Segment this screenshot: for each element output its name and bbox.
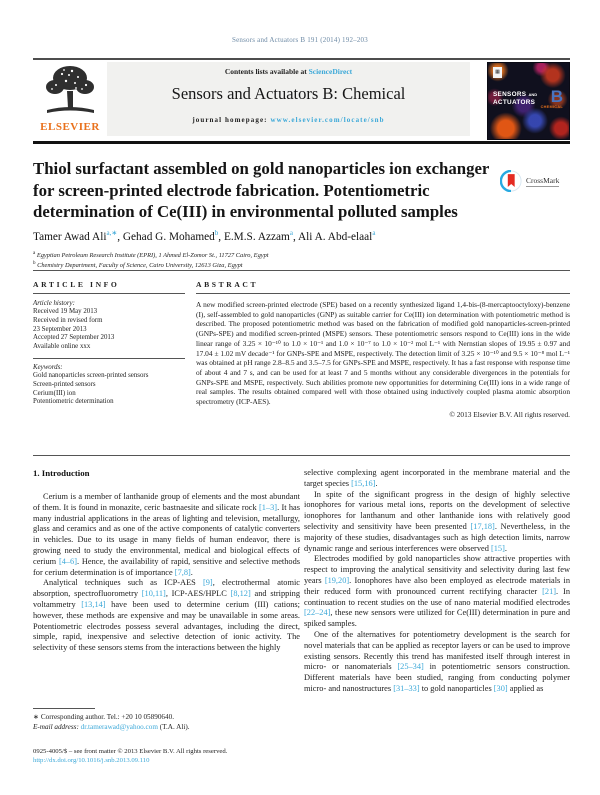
keywords-label: Keywords: bbox=[33, 363, 63, 371]
text-run: . Ionophores have also been employed as electrode materials in their reduced form with pronounced current rectifying character bbox=[304, 575, 570, 596]
citation-link[interactable]: [7,8] bbox=[174, 567, 191, 577]
paragraph bbox=[33, 492, 300, 578]
text-run: . It has many industrial applications in the areas of lighting and television, metallurgy, glass and ceramics and as one of the active components of catalytic converters in vehicles. Due to its usage in many fields of human endeavor, there is growing need to study the environmental, medical and biological effects of cerium bbox=[33, 502, 300, 566]
citation-link[interactable]: [1–3] bbox=[259, 502, 278, 512]
author-name: E.M.S. Azzam bbox=[223, 230, 290, 243]
list-line: Received in revised form bbox=[33, 316, 103, 324]
text-run: to gold nanoparticles bbox=[419, 683, 494, 693]
text-run: , these new sensors were utilized for Ce(III) determination in pure and spiked samples. bbox=[304, 608, 570, 629]
author-affiliation-sup: a bbox=[372, 229, 376, 237]
abstract-rule bbox=[196, 293, 570, 294]
affiliation-line: $^b$ Chemistry Department, Faculty of Science, Cairo University, 12613 Giza, Egypt bbox=[33, 261, 243, 270]
contents-line bbox=[107, 67, 470, 76]
footnote-lines bbox=[33, 713, 300, 732]
citation-link[interactable]: [15] bbox=[490, 543, 505, 553]
text-run: . bbox=[504, 543, 507, 553]
citation-link[interactable]: [25–34] bbox=[397, 662, 424, 672]
author-affiliation-sup: a bbox=[289, 229, 293, 237]
cover-line2: ACTUATORS bbox=[493, 98, 536, 106]
text-run: applied as bbox=[507, 683, 544, 693]
cover-and: AND bbox=[528, 92, 538, 97]
abstract-text: A new modified screen-printed electrode (SPE) based on a recently synthesized ligand 1,4-bis-(8-mercaptooctyloxy)-benzene (I), self-assembled to gold nanoparticles (GNP) as suitable carrier for Ce(III) ion determination with potentiometric method is described. The proposed potentiometric method was based on the fabrication of modified gold nanoparticles-screen-printed (GNPs-SPE) and modified screen-printed (MSPE) sensors. These potentiometric sensors respond to Ce(III) ions in the wide linear range of 3.25 × 10⁻¹⁰ to 1.0 × 10⁻¹ and 1.0 × 10⁻⁷ to 1.0 × 10⁻² mol L⁻¹ with Nernstian slopes of 19.95 ± 0.97 and 17.04 ± 1.02 mV decade⁻¹ for GNPs-SPE and MSPE, respectively. The detection limit of 3.25 × 10⁻¹⁰ and 9.5 × 10⁻⁸ mol L⁻¹ was obtained at pH range 2.8–8.5 and 3.5–7.5 for GNPs-SPE and MSPE, respectively. It has a fast response with response time of about 4 and 7 s, and can be used for at least 7 and 5 months without any considerable divergences in the potentials for GNPs-SPE and MSPE, respectively. Such abilities promote new opportunities for determining Ce(III) ions in a wide range of real samples. The results obtained compared well with those obtained using inductively coupled plasma atomic absorption spectrometry (ICP-AES). bbox=[196, 300, 570, 407]
citation-link[interactable]: [9] bbox=[202, 578, 213, 588]
list-line: Screen-printed sensors bbox=[33, 380, 96, 388]
list-line: Potentiometric determination bbox=[33, 398, 114, 406]
citation-link[interactable]: dr.tamerawad@yahoo.com bbox=[80, 722, 158, 731]
crossmark-badge[interactable] bbox=[500, 170, 570, 192]
article-info-column bbox=[33, 280, 185, 407]
text-run: selective complexing agent incorporated in the membrane material and the target species bbox=[304, 468, 570, 488]
footnote-rule bbox=[33, 708, 95, 709]
journal-reference: Sensors and Actuators B 191 (2014) 192–203 bbox=[232, 36, 368, 44]
citation-link[interactable]: [17,18] bbox=[470, 521, 495, 531]
list-line: Available online xxx bbox=[33, 343, 91, 351]
cover-title bbox=[493, 91, 537, 106]
contents-text: Contents lists available at bbox=[224, 67, 307, 76]
article-history-list bbox=[33, 308, 185, 352]
elsevier-logo[interactable] bbox=[33, 62, 107, 140]
affiliations bbox=[33, 250, 553, 271]
affiliation-line: $^a$ Egyptian Petroleum Research Institute (EPRI), 1 Ahmed El-Zomor St., 11727 Cairo, Egypt bbox=[33, 251, 269, 260]
paragraph bbox=[33, 713, 300, 723]
journal-cover-thumbnail[interactable] bbox=[487, 62, 570, 140]
affiliation-sup: b bbox=[33, 261, 36, 267]
abstract-column bbox=[196, 280, 570, 419]
author-name: Tamer Awad Ali bbox=[33, 230, 107, 243]
keywords-rule bbox=[33, 358, 185, 359]
text-run: . Nevertheless, in the majority of these studies, disadvantages such as high detection limits, narrow dynamic range and serious interferences were observed bbox=[304, 521, 570, 553]
paragraph bbox=[33, 723, 300, 733]
text-run: . bbox=[375, 478, 378, 488]
text-run-italic: E-mail address: bbox=[33, 722, 81, 731]
text-run: Cerium is a member of lanthanide group of elements and the most abundant of them. It is found in monazite, ceric bastnaesite and silicate rock bbox=[33, 492, 300, 512]
text-run: have been used to determine cerium (III) cations; however, these methods are expensive and may be unavailable in some areas. Potentiometric electrodes possess several advantages, including the direct, simple, rapid, inexpensive and selective detection of ionic activity. The selectivity of these sensors stems from the interactions between the highly bbox=[33, 599, 300, 653]
citation-link[interactable]: [10,11] bbox=[141, 589, 166, 599]
text-run: One of the alternatives for potentiometry development is the search for novel materials that can be applied as receptor layers or can be used to improve existing sensors. Recently this trend has manifested itself through interest in micro- or nanomaterials bbox=[304, 629, 570, 672]
citation-link[interactable]: [31–33] bbox=[393, 683, 420, 693]
author-name: Gehad G. Mohamed bbox=[122, 230, 215, 243]
footnote-block bbox=[33, 708, 300, 732]
journal-homepage-link[interactable]: www.elsevier.com/locate/snb bbox=[270, 116, 385, 124]
left-paragraphs bbox=[33, 492, 300, 654]
text-run: Electrodes modified by gold nanoparticles show attractive properties with respect to improving the analytical sensitivity and selectivity during last few years bbox=[304, 554, 570, 585]
cover-line1: SENSORS bbox=[493, 91, 527, 98]
paragraph bbox=[304, 468, 570, 490]
text-run: and stripping voltammetry bbox=[33, 589, 300, 609]
copyright-line: © 2013 Elsevier B.V. All rights reserved. bbox=[449, 409, 570, 419]
text-run: . bbox=[190, 567, 193, 577]
journal-header-box bbox=[107, 62, 470, 136]
affiliation-sup: a bbox=[33, 251, 36, 256]
crossmark-icon bbox=[500, 170, 522, 192]
citation-link[interactable]: [21] bbox=[542, 586, 557, 596]
article-title: Thiol surfactant assembled on gold nanoparticles ion exchanger for screen-printed electrode fabrication. Potentiometric determination of Ce(III) in environmental polluted samples bbox=[33, 159, 490, 221]
crossmark-label: CrossMark bbox=[526, 175, 560, 185]
list-line: Cerium(III) ion bbox=[33, 389, 76, 397]
keywords-list bbox=[33, 372, 185, 407]
cover-letter-b: B bbox=[550, 87, 563, 106]
issn-line: 0925-4005/$ – see front matter © 2013 Elsevier B.V. All rights reserved. bbox=[33, 748, 228, 755]
author-affiliation-sup: a,∗ bbox=[106, 229, 118, 237]
citation-link[interactable]: [30] bbox=[493, 683, 508, 693]
text-run: ∗ Corresponding author. Tel.: +20 10 05890640. bbox=[33, 713, 175, 721]
paragraph bbox=[304, 490, 570, 555]
text-run: . Hence, the availability of rapid, sensitive and selective methods for cerium determination is of importance bbox=[33, 556, 300, 577]
homepage-label: journal homepage: bbox=[192, 116, 268, 124]
author-name: Ali A. Abd-elaal bbox=[297, 230, 373, 243]
list-line: Received 19 May 2013 bbox=[33, 308, 98, 315]
elsevier-tree-icon bbox=[42, 62, 98, 118]
text-run: (T.A. Ali). bbox=[157, 722, 190, 731]
list-line: Gold nanoparticles screen-printed sensors bbox=[33, 371, 149, 379]
section-heading-introduction: 1. Introduction bbox=[33, 468, 90, 478]
text-run: in potentiometric sensors construction. Different materials have been studied, ranging from conducting polymer micro- and nanostructures bbox=[304, 662, 571, 693]
elsevier-wordmark: ELSEVIER bbox=[40, 121, 100, 133]
citation-link[interactable]: [15,16] bbox=[351, 478, 376, 488]
citation-link[interactable]: [4–6] bbox=[58, 556, 78, 566]
text-run: , ICP-AES/HPLC bbox=[165, 589, 231, 599]
article-info-heading: ARTICLE INFO bbox=[33, 280, 120, 289]
cover-publisher-mark-icon: ▦ bbox=[493, 67, 502, 78]
paragraph bbox=[304, 630, 570, 695]
citation-link[interactable]: [13,14] bbox=[81, 599, 106, 609]
citation-link[interactable]: [22–24] bbox=[304, 608, 331, 618]
citation-link[interactable]: [19,20] bbox=[324, 575, 350, 585]
list-line: 23 September 2013 bbox=[33, 325, 87, 333]
homepage-line bbox=[107, 116, 470, 124]
text-run: . In continuation to recent studies on the use of nano material modified electrodes bbox=[304, 586, 571, 607]
article-info-rule bbox=[33, 293, 185, 294]
header-bottom-rule bbox=[33, 141, 570, 144]
body-right-column bbox=[304, 468, 570, 695]
text-run: , electrothermal atomic absorption, spectrofluorometry bbox=[33, 578, 300, 599]
author-line: Tamer Awad Ali$^{a,∗}$, Gehad G. Mohamed$^b$, E.M.S. Azzam$^a$, Ali A. Abd-elaal$^a$ bbox=[33, 229, 376, 243]
journal-title: Sensors and Actuators B: Chemical bbox=[171, 84, 406, 103]
text-run: In spite of the significant progress in the design of highly selective ionophores for various metal ions, reports on the development of selective ionophores for lanthanum and other lanthanide ions with relatively good selectivity and sensitivity have been presented bbox=[304, 489, 570, 531]
sciencedirect-link[interactable]: ScienceDirect bbox=[308, 67, 353, 76]
citation-link[interactable]: [8,12] bbox=[230, 589, 251, 599]
body-left-column bbox=[33, 468, 300, 654]
cover-subtitle: CHEMICAL bbox=[540, 105, 563, 109]
abstract-bottom-rule bbox=[33, 455, 570, 456]
list-line: Accepted 27 September 2013 bbox=[33, 334, 115, 342]
right-paragraphs bbox=[304, 468, 570, 695]
text-run: Analytical techniques such as ICP-AES bbox=[43, 578, 203, 588]
footer-block bbox=[33, 747, 433, 765]
paragraph bbox=[33, 578, 300, 654]
title-section-rule bbox=[33, 270, 570, 271]
author-affiliation-sup: b bbox=[214, 229, 219, 237]
doi-link[interactable]: http://dx.doi.org/10.1016/j.snb.2013.09.110 bbox=[33, 757, 150, 764]
article-history-label: Article history: bbox=[33, 300, 75, 307]
abstract-heading: ABSTRACT bbox=[196, 280, 259, 289]
paragraph bbox=[304, 554, 570, 630]
header-top-rule bbox=[33, 58, 570, 60]
